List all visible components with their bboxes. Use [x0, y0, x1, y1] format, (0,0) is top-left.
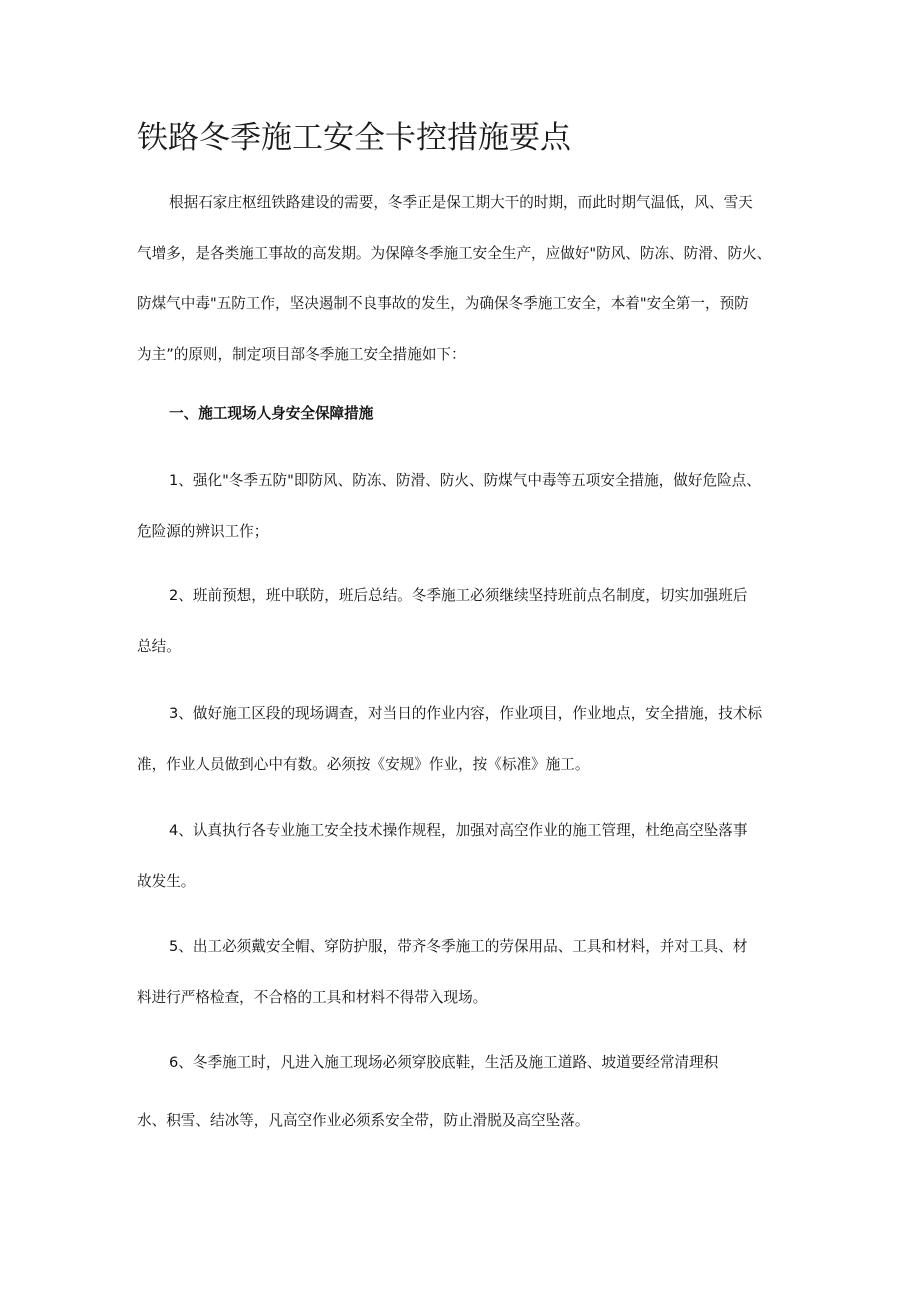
- list-item-line: 水、积雪、结冰等，凡高空作业必须系安全带，防止滑脱及高空坠落。: [137, 1112, 590, 1129]
- list-item: [137, 469, 761, 544]
- list-item: [137, 1051, 718, 1133]
- list-item-line: 故发生。: [137, 872, 196, 890]
- list-item-line: 6、冬季施工时，凡进入施工现场必须穿胶底鞋，生活及施工道路、坡道要经常清理积: [169, 1054, 719, 1071]
- intro-line: 根据石家庄枢纽铁路建设的需要，冬季正是保工期大干的时期，而此时期气温低，风、雪天: [169, 194, 753, 211]
- document-title: 铁路冬季施工安全卡控措施要点: [137, 120, 571, 156]
- list-item-line: 1、强化"冬季五防"即防风、防冻、防滑、防火、防煤气中毒等五项安全措施，做好危险点、: [169, 472, 761, 489]
- intro-line: 防煤气中毒"五防工作，坚决遏制不良事故的发生，为确保冬季施工安全，本着"安全第一，预防: [137, 295, 749, 312]
- list-item: [137, 819, 747, 894]
- list-item: [137, 702, 762, 777]
- list-item-line: 总结。: [137, 637, 181, 655]
- intro-line: 气增多，是各类施工事故的高发期。为保障冬季施工安全生产，应做好"防风、防冻、防滑、防火、: [137, 244, 772, 262]
- list-item-line: 5、出工必须戴安全帽、穿防护服，带齐冬季施工的劳保用品、工具和材料，并对工具、材: [169, 938, 748, 955]
- list-item-line: 2、班前预想，班中联防，班后总结。冬季施工必须继续坚持班前点名制度，切实加强班后: [169, 587, 748, 604]
- list-item-line: 危险源的辨识工作；: [137, 522, 269, 540]
- list-item-line: 3、做好施工区段的现场调查，对当日的作业内容，作业项目，作业地点，安全措施，技术标: [169, 705, 763, 722]
- list-item: [137, 935, 747, 1010]
- list-item: [137, 584, 747, 659]
- list-item-line: 4、认真执行各专业施工安全技术操作规程，加强对高空作业的施工管理，杜绝高空坠落事: [169, 822, 748, 839]
- section-heading: 一、施工现场人身安全保障措施: [169, 405, 374, 422]
- intro-line: 为主”的原则，制定项目部冬季施工安全措施如下：: [137, 345, 466, 363]
- intro-paragraph: [137, 191, 771, 367]
- list-item-line: 料进行严格检查，不合格的工具和材料不得带入现场。: [137, 988, 488, 1006]
- list-item-line: 准，作业人员做到心中有数。必须按《安规》作业，按《标准》施工。: [137, 755, 590, 773]
